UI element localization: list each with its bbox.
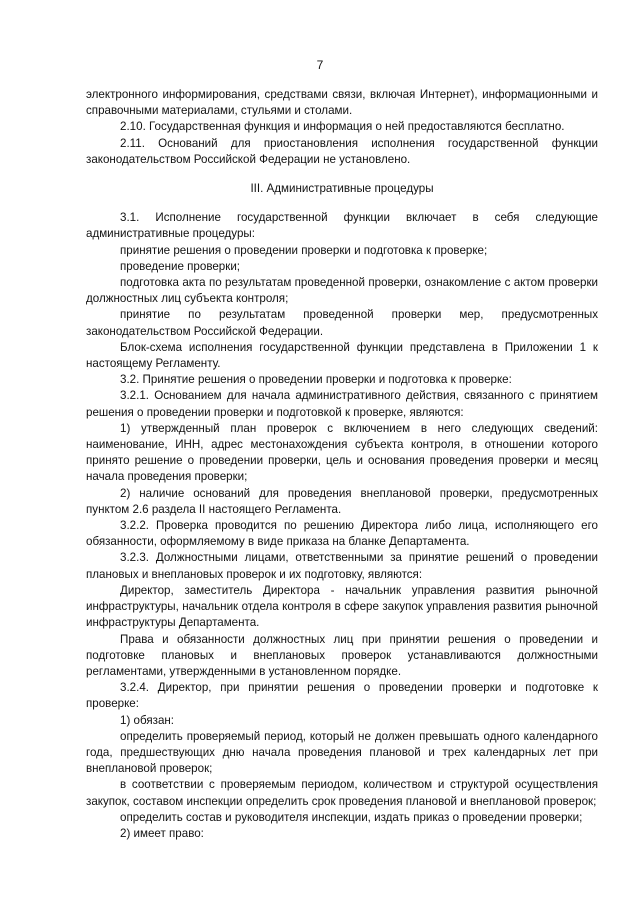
page-number: 7 [316,58,324,72]
paragraph: 3.2.2. Проверка проводится по решению Директора либо лица, исполняющего его обязанности, оформляемому в виде приказа на бланке Департамента. [86,519,598,549]
paragraph: 3.2.3. Должностными лицами, ответственными за принятие решений о проведении плановых и внеплановых проверок и их подготовку, являются: [86,551,598,581]
paragraph: 3.2.4. Директор, при принятии решения о проведении проверки и подготовке к проверке: [86,681,598,711]
document-body [86,87,598,842]
paragraph: 3.2. Принятие решения о проведении проверки и подготовка к проверке: [120,373,512,387]
paragraph: 2.11. Оснований для приостановления исполнения государственной функции законодательством Российской Федерации не установлено. [86,136,598,166]
paragraph: принятие решения о проведении проверки и подготовка к проверке; [120,243,488,257]
paragraph: 3.1. Исполнение государственной функции включает в себя следующие административные процедуры: [86,211,598,241]
paragraph: 2) наличие оснований для проведения внеплановой проверки, предусмотренных пунктом 2.6 раздела II настоящего Регламента. [86,486,598,516]
section-heading: III. Административные процедуры [250,182,434,196]
paragraph: определить состав и руководителя инспекции, издать приказ о проведении проверки; [120,810,583,824]
paragraph: 2) имеет право: [120,826,204,840]
paragraph: подготовка акта по результатам проведенной проверки, ознакомление с актом проверки должностных лиц субъекта контроля; [86,276,598,306]
paragraph: 1) обязан: [120,713,175,727]
paragraph: определить проверяемый период, который не должен превышать одного календарного года, предшествующих дню начала проведения плановой и трех календарных лет при внеплановой проверок; [86,729,598,776]
paragraph: электронного информирования, средствами связи, включая Интернет), информационными и справочными материалами, стульями и столами. [86,88,598,118]
paragraph: проведение проверки; [120,259,241,273]
paragraph: Блок-схема исполнения государственной функции представлена в Приложении 1 к настоящему Регламенту. [86,340,598,371]
paragraph: 1) утвержденный план проверок с включением в него следующих сведений: наименование, ИНН, адрес местонахождения субъекта контроля, в отношении которого принято решение о проведении проверки, цель и основания проведения проверки и месяц начала проведения проверки; [86,421,598,484]
paragraph: 3.2.1. Основанием для начала административного действия, связанного с принятием решения о проведении проверки и подготовкой к проверке, являются: [86,389,598,419]
paragraph: Директор, заместитель Директора - начальник управления развития рыночной инфраструктуры, начальник отдела контроля в сфере закупок управления развития рыночной инфраструктуры Департамента. [86,583,598,630]
paragraph: принятие по результатам проведенной проверки мер, предусмотренных законодательством Российской Федерации. [86,308,598,338]
paragraph: Права и обязанности должностных лиц при принятии решения о проведении и подготовке плановых и внеплановых проверок устанавливаются должностными регламентами, утвержденными в установленном порядке. [86,632,598,678]
paragraph: 2.10. Государственная функция и информация о ней предоставляются бесплатно. [120,120,565,134]
paragraph: в соответствии с проверяемым периодом, количеством и структурой осуществления закупок, составом инспекции определить срок проведения плановой и внеплановой проверок; [86,778,598,808]
